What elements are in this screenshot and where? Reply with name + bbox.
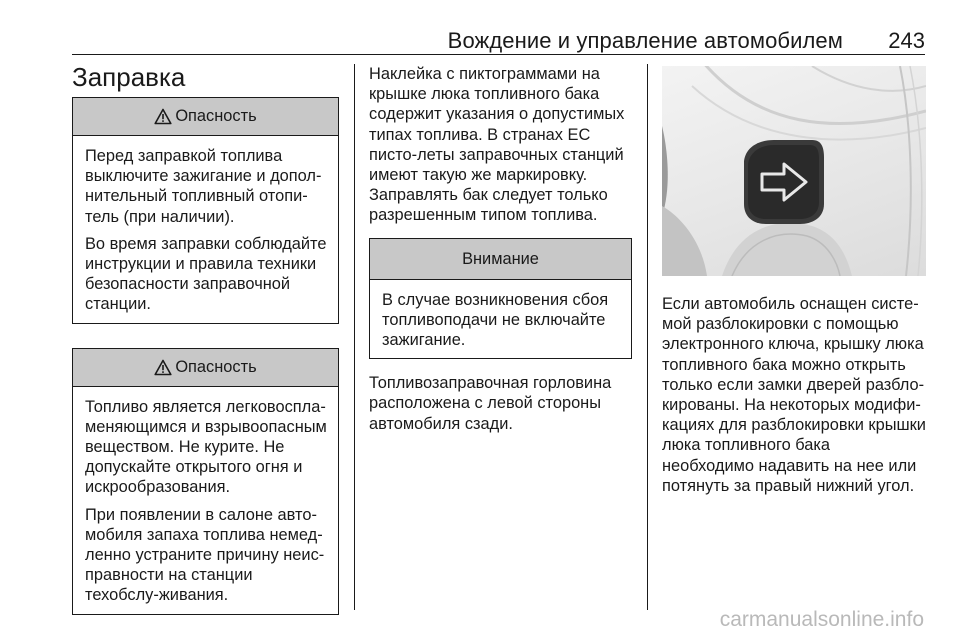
danger-box-heading	[73, 98, 338, 136]
danger-paragraph: Во время заправки соблюдайте инструкции и правила техники безопасности заправочной станции.	[85, 234, 327, 314]
body-paragraph: Наклейка с пиктограммами на крышке люка топливного бака содержит указания о допустимых типах топлива. В странах ЕС писто-леты заправочных станций имеют такую же маркировку. Заправлять бак следует только разрешенным типом топлива.	[369, 65, 625, 225]
danger-paragraph: Топливо является легковоспла-меняющимся и взрывоопасным веществом. Не курите. Не допускайте открытого огня и искрообразования.	[85, 397, 327, 497]
warning-triangle-icon	[154, 359, 172, 376]
notice-box-heading: Внимание	[370, 239, 631, 280]
warning-triangle-icon	[154, 108, 172, 125]
column-middle	[369, 64, 632, 446]
header-title: Вождение и управление автомобилем	[447, 28, 843, 53]
danger-box	[72, 348, 339, 615]
column-right	[662, 66, 926, 496]
page-header	[72, 20, 925, 55]
watermark: carmanualsonline.info	[719, 608, 924, 631]
danger-box-body	[73, 136, 338, 323]
danger-box-heading	[73, 349, 338, 387]
body-paragraph: Если автомобиль оснащен систе-мой разблокировки с помощью электронного ключа, крышку люка топливного бака можно открыть только если замки дверей разбло-кированы. На некоторых модифи-кациях для разблокировки крышки люка топливного бака необходимо надавить на нее или потянуть за правый нижний угол.	[662, 295, 926, 495]
danger-box-heading-label: Опасность	[175, 358, 257, 377]
fuel-door-arrow-icon	[662, 66, 926, 276]
danger-box-body	[73, 387, 338, 614]
section-title: Заправка	[72, 62, 186, 92]
danger-box	[72, 97, 339, 324]
danger-box-heading-label: Опасность	[175, 107, 257, 126]
column-divider	[647, 64, 648, 610]
notice-box	[369, 238, 632, 360]
danger-paragraph: Перед заправкой топлива выключите зажигание и допол-нительный топливный отопи-тель (при наличии).	[85, 147, 322, 226]
notice-box-body	[370, 280, 631, 359]
body-paragraph: Топливозаправочная горловина расположена с левой стороны автомобиля сзади.	[369, 374, 612, 433]
page-number: 243	[888, 28, 925, 53]
column-left	[72, 97, 339, 639]
danger-paragraph: При появлении в салоне авто-мобиля запаха топлива немед-ленно устраните причину неис-правности на станции техобслу-живания.	[85, 505, 325, 605]
fuel-door-illustration	[662, 66, 926, 276]
notice-paragraph: В случае возникновения сбоя топливоподачи не включайте зажигание.	[382, 290, 609, 350]
column-divider	[354, 64, 355, 610]
